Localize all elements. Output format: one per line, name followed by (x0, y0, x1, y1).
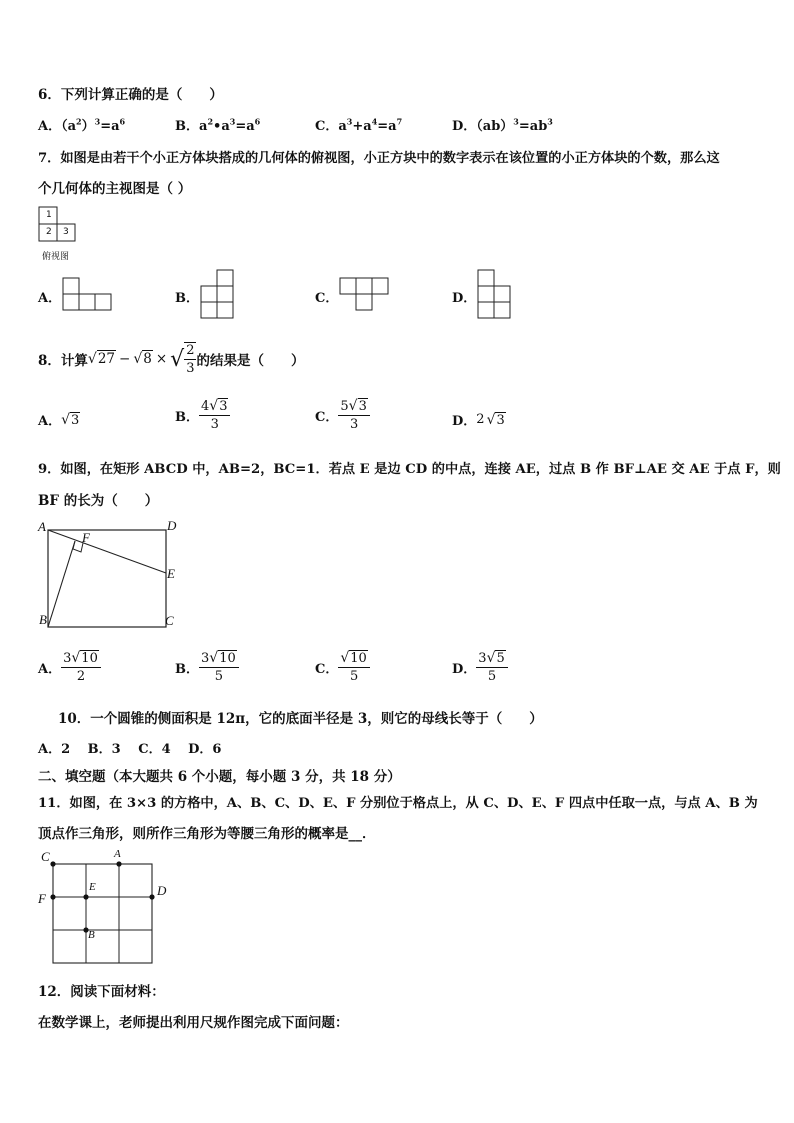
q6-option-d: D．$(ab)^3=ab^3$ (452, 116, 553, 134)
q7-stem-line1: 7．如图是由若干个小正方体块搭成的几何体的俯视图，小正方块中的数字表示在该位置的小正方体块的个数，那么这 (38, 151, 720, 166)
q8-option-c: C． $\frac{5√3}{3}$ (315, 398, 370, 432)
q8-radical-27: √27 (87, 351, 116, 367)
q7-top-view (38, 206, 78, 242)
q7-top-view-num-3: 3 (63, 227, 69, 237)
q6-stem: 6．下列计算正确的是（ ） (38, 87, 223, 103)
q9-option-b: B． $\frac{3√10}{5}$ (175, 650, 239, 684)
q9-option-a: A． $\frac{3√10}{2}$ (38, 650, 101, 684)
q11-label-e: E (89, 881, 96, 893)
q7-option-d-label: D． (452, 291, 477, 306)
q11-stem-line2: 顶点作三角形，则所作三角形为等腰三角形的概率是__． (38, 826, 376, 842)
q9-option-c: C． $\frac{√10}{5}$ (315, 650, 370, 684)
q9-label-d: D (167, 518, 177, 533)
q10-stem: 10．一个圆锥的侧面积是 12π，它的底面半径是 3，则它的母线长等于（ ） (58, 711, 543, 727)
q9-label-b: B (39, 612, 47, 627)
q9-stem-line1: 9．如图，在矩形 ABCD 中，AB=2，BC=1．若点 E 是边 CD 的中点，连接 AE，过点 B 作 BF⊥AE 交 AE 于点 F，则 (38, 462, 781, 477)
q6-option-b: B．$a^2•a^3=a^6$ (175, 116, 261, 134)
q9-label-f: F (82, 530, 90, 545)
q8-option-a: A． √3 (38, 411, 80, 429)
q11-label-a: A (114, 848, 121, 860)
q10-options: A．2 B．3 C．4 D．6 (38, 742, 222, 757)
q9-rectangle-figure (38, 518, 183, 630)
q8-radical-8: √8 (133, 351, 152, 367)
q9-label-e: E (167, 566, 175, 581)
q7-top-view-num-1: 1 (46, 210, 52, 220)
q7-option-c-label: C． (315, 291, 339, 306)
q11-label-d: D (157, 883, 167, 898)
q12-line2: 在数学课上，老师提出利用尺规作图完成下面问题： (38, 1015, 349, 1031)
q9-label-a: A (38, 519, 46, 534)
q9-label-c: C (165, 613, 174, 628)
q11-stem-line1: 11．如图，在 3×3 的方格中，A、B、C、D、E、F 分别位于格点上，从 C、D、E、F 四点中任取一点，与点 A、B 为 (38, 796, 758, 811)
q11-label-c: C (41, 849, 50, 864)
section-2-heading: 二、填空题（本大题共 6 个小题，每小题 3 分，共 18 分） (38, 769, 401, 785)
q6-option-a: A．$(a^2)^3=a^6$ (38, 116, 126, 134)
q7-option-b-label: B． (175, 291, 199, 306)
q11-label-f: F (38, 891, 46, 906)
q11-label-b: B (88, 929, 95, 941)
q12-stem: 12．阅读下面材料： (38, 984, 165, 1000)
q6-option-c: C．$a^3+a^4=a^7$ (315, 116, 403, 134)
q9-stem-line2: BF 的长为（ ） (38, 493, 159, 509)
q8-stem: 8．计算 √27 − √8 × √ $\frac{2}{3}$ 的结果是（ ） (38, 343, 305, 376)
q8-option-b: B． $\frac{4√3}{3}$ (175, 398, 230, 432)
q7-top-view-num-2: 2 (46, 227, 52, 237)
q7-option-a-figure (62, 277, 112, 311)
q7-option-a-label: A． (38, 291, 62, 306)
q7-option-d-figure (477, 269, 511, 319)
q7-option-b-figure (200, 269, 234, 319)
q8-radical-fraction: √ $\frac{2}{3}$ (170, 343, 195, 376)
q7-stem-line2: 个几何体的主视图是（ ） (38, 181, 192, 197)
q7-option-c-figure (339, 277, 389, 311)
q9-option-d: D． $\frac{3√5}{5}$ (452, 650, 508, 684)
q11-grid-figure (38, 848, 168, 968)
q7-top-view-caption: 俯视图 (42, 252, 70, 262)
q8-option-d: D． 2 √3 (452, 411, 505, 429)
